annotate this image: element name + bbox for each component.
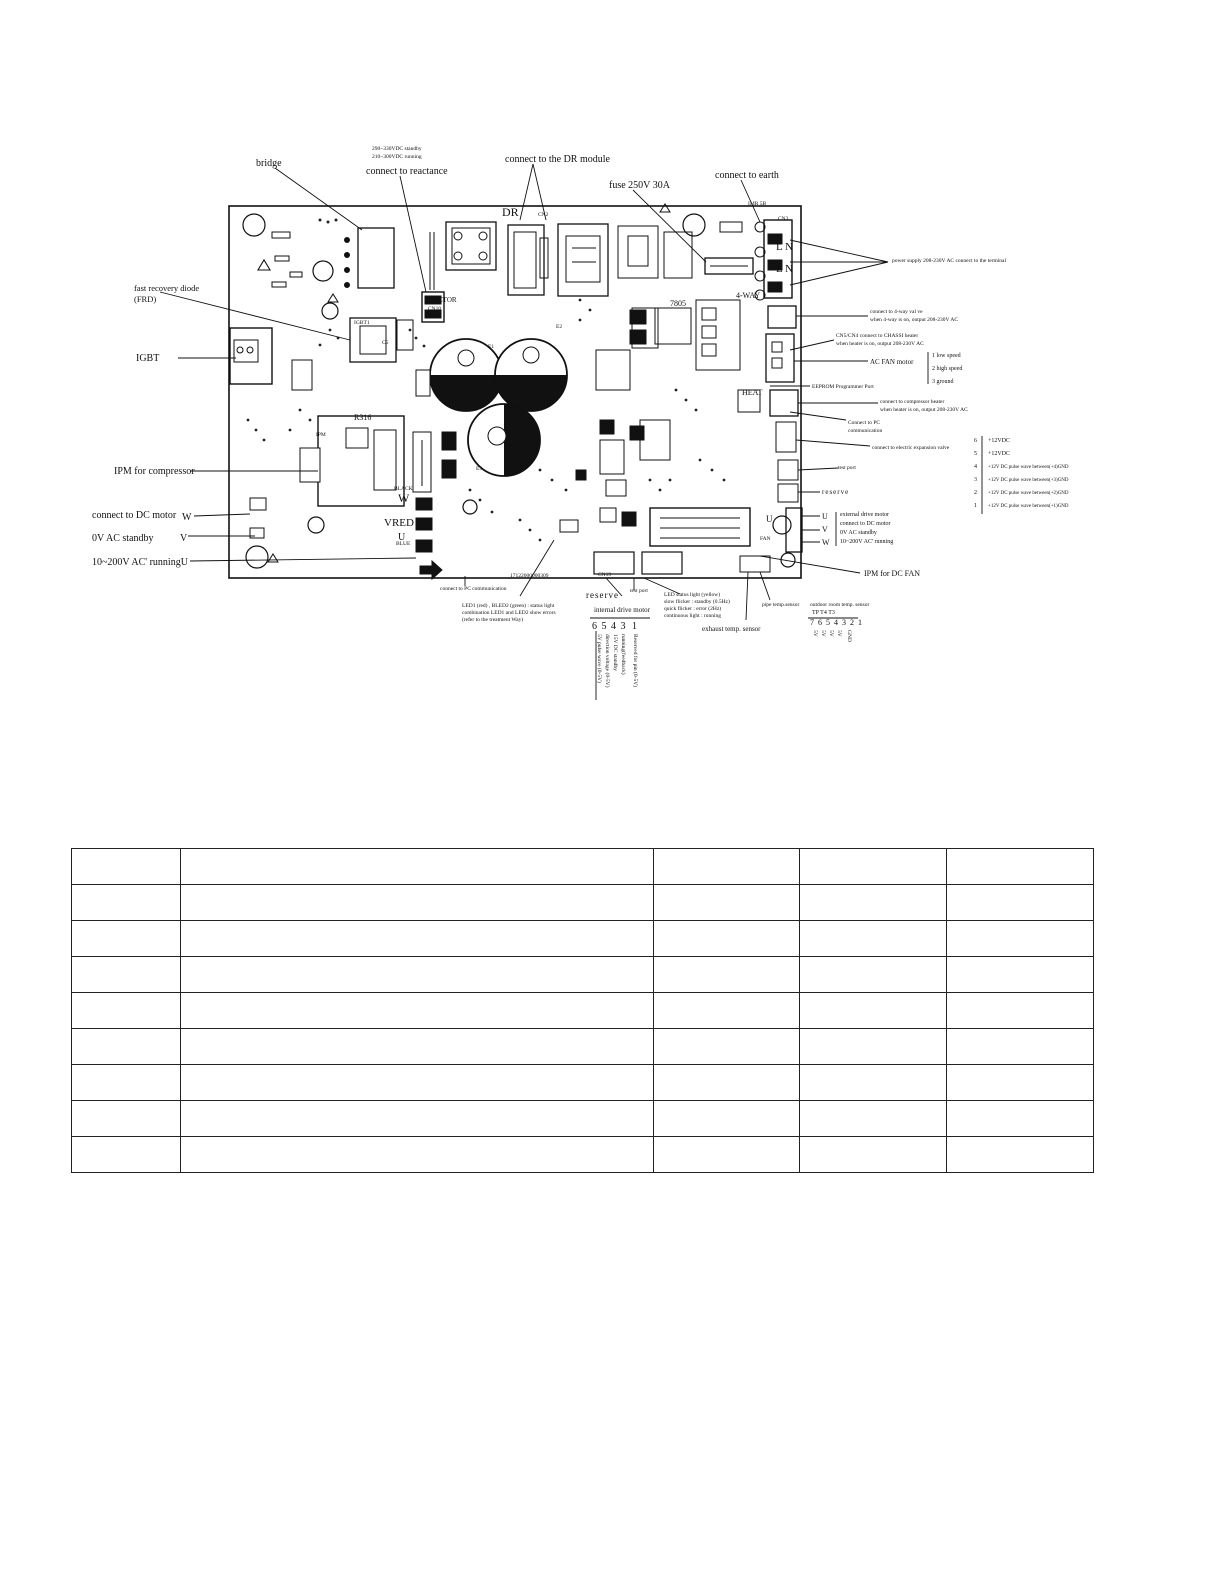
table-cell [72, 849, 181, 885]
table-cell [72, 957, 181, 993]
label-ext-connect-dc: connect to DC motor [840, 521, 891, 527]
table-cell [654, 1029, 800, 1065]
label-bridge: bridge [256, 158, 282, 169]
expansion-pin-5: 5 [974, 451, 977, 457]
expansion-value-6: +12VDC [988, 438, 1011, 444]
pcb-earth-code: IMR 5B [748, 201, 767, 207]
sensor-col-3: 5V [828, 630, 834, 637]
expansion-pin-6: 6 [974, 438, 977, 444]
table-cell [654, 885, 800, 921]
label-fan-speed-3: 3 ground [932, 379, 954, 385]
pcb-reactor: REACTOR [424, 296, 457, 304]
pcb-vred: VRED [384, 517, 414, 529]
table-cell [181, 1029, 654, 1065]
label-internal-pins: 6 5 4 3 [592, 621, 627, 632]
sensor-col-4: 5V [836, 630, 842, 637]
label-power-supply: power supply 208-230V AC connect to the terminal [892, 258, 1007, 264]
sensor-column-labels [812, 630, 852, 642]
table-cell [800, 1065, 947, 1101]
pcb-w: W [398, 491, 410, 505]
table-row [72, 885, 1094, 921]
internal-col-1: 5V pulse wave (0-5V) [596, 634, 602, 683]
pcb-7805: 7805 [670, 299, 686, 308]
label-phase-w-right: W [822, 538, 830, 547]
pcb-heat: HEAT [742, 388, 763, 397]
table-cell [181, 957, 654, 993]
pcb-ipm: IPM [316, 432, 326, 438]
pcb-u: U [398, 532, 406, 543]
pcb-4way: 4-WAY [736, 291, 761, 300]
internal-pin1-note: Reserved for pin (0-5V) [632, 634, 638, 687]
expansion-pin-2: 2 [974, 490, 977, 496]
sensor-col-1: 5V [812, 630, 818, 637]
table-cell [72, 885, 181, 921]
label-led-status-1: LED status light (yellow) [664, 592, 721, 598]
table-cell [181, 849, 654, 885]
sensor-col-2: 5V [820, 630, 826, 637]
internal-motor-column-labels [596, 634, 639, 688]
label-connect-pc-comm: connect to PC communication [440, 586, 507, 592]
table-cell [947, 885, 1094, 921]
label-sensor-pins: 7 6 5 4 3 2 1 [810, 618, 863, 627]
expansion-value-1: +12V DC pulse wave between(+1)GND [988, 504, 1069, 509]
table-cell [181, 993, 654, 1029]
label-led-note-3: (refer to the treatment Way) [462, 617, 524, 623]
pcb-board-code: 17122000000309 [510, 573, 549, 579]
table-cell [800, 1029, 947, 1065]
label-connect-dc-motor: connect to DC motor [92, 510, 177, 521]
table-cell [181, 1101, 654, 1137]
label-heater-1: CN5/CN4 connect to CHASSI heater [836, 333, 919, 339]
pcb-cn19: CN19 [598, 572, 612, 578]
table-row [72, 921, 1094, 957]
expansion-pin-4: 4 [974, 464, 977, 470]
label-frd-1: fast recovery diode [134, 283, 200, 293]
label-ext-ac-running: 10~200V AC' running [840, 539, 894, 545]
table-cell [947, 1101, 1094, 1137]
label-internal-pin-one: 1 [632, 621, 637, 632]
pcb-dr: DR [502, 205, 519, 219]
pcb-wiring-diagram [0, 0, 1224, 760]
label-fuse: fuse 250V 30A [609, 180, 670, 191]
table-row [72, 957, 1094, 993]
label-phase-v: V [180, 533, 188, 544]
label-ac-fan-motor: AC FAN motor [870, 358, 914, 366]
table-cell [800, 1101, 947, 1137]
table-cell [72, 1137, 181, 1173]
table-cell [800, 921, 947, 957]
label-outdoor-sensor: outdoor room temp. sensor [810, 602, 870, 608]
label-led-status-3: quick flicker : error (2Hz) [664, 606, 722, 612]
table-cell [947, 849, 1094, 885]
table-cell [654, 957, 800, 993]
table-cell [72, 1065, 181, 1101]
table-cell [654, 1065, 800, 1101]
label-sensor-codes: TP T4 T3 [812, 610, 835, 616]
label-exhaust-sensor: exhaust temp. sensor [702, 625, 761, 633]
label-led-note-1: LED1 (red) , BLED2 (green) : status light [462, 603, 555, 609]
label-ac-standby: 0V AC standby [92, 533, 154, 544]
label-ext-ac-standby: 0V AC standby [840, 530, 877, 536]
left-labels [92, 283, 199, 568]
label-pipe-sensor: pipe temp.sensor [762, 602, 800, 608]
label-comp-heater-2: when heater is on, output 208-230V AC [880, 407, 968, 413]
pcb-e6: E2 [556, 324, 563, 330]
expansion-value-5: +12VDC [988, 451, 1011, 457]
electrolytic-capacitor-e6 [495, 339, 567, 411]
pcb-cn10: CN10 [428, 306, 442, 312]
label-fan-speed-2: 2 high speed [932, 366, 963, 372]
table-cell [947, 921, 1094, 957]
right-labels [812, 258, 1069, 578]
label-phase-w: W [182, 512, 192, 523]
label-test-port: test port [838, 465, 856, 471]
table-cell [181, 1137, 654, 1173]
label-ipm-dc-fan: IPM for DC FAN [864, 569, 921, 578]
label-led-status-4: continuous light : running [664, 613, 721, 619]
pcb-ln-2: L N [776, 263, 794, 275]
table-cell [654, 849, 800, 885]
table-cell [72, 1029, 181, 1065]
label-phase-u-right: U [822, 512, 828, 521]
label-pc-comm-1: Connect to PC [848, 420, 881, 426]
label-fan-speed-1: 1 low speed [932, 353, 961, 359]
pcb-c5: C5 [382, 340, 389, 346]
table-cell [800, 849, 947, 885]
table-body [72, 849, 1094, 1173]
table-cell [947, 1137, 1094, 1173]
bridge-rectifier [358, 228, 394, 288]
igbt-component [230, 328, 272, 384]
pcb-r316: R316 [354, 413, 372, 422]
internal-col-4: running(feedback) [620, 634, 626, 675]
expansion-pin-1: 1 [974, 503, 977, 509]
table-cell [947, 993, 1094, 1029]
label-bottom-test-port: test port [630, 588, 648, 594]
table-cell [654, 921, 800, 957]
label-bottom-reserve: reserve [586, 590, 619, 600]
sensor-col-5: GND [846, 630, 852, 642]
table-cell [72, 921, 181, 957]
bottom-labels [440, 586, 869, 688]
table-cell [654, 993, 800, 1029]
label-connect-reactance: connect to reactance [366, 166, 448, 177]
label-igbt: IGBT [136, 353, 160, 364]
expansion-pin-3: 3 [974, 477, 977, 483]
pcb-e3: E3 [476, 466, 483, 472]
label-connect-dr: connect to the DR module [505, 154, 610, 165]
label-frd-2: (FRD) [134, 294, 157, 304]
table-cell [947, 1065, 1094, 1101]
pcb-ln-1: L N [776, 241, 794, 253]
table-row [72, 993, 1094, 1029]
pcb-e5: E1 [488, 344, 495, 350]
label-led-status-2: slow flicker : standby (0.5Hz) [664, 599, 730, 605]
internal-col-2: direction voltage (0-5V) [604, 634, 610, 688]
pcb-s: S [776, 283, 783, 295]
table-cell [654, 1137, 800, 1173]
table-cell [654, 1101, 800, 1137]
label-ac-running: 10~200V AC' runningU [92, 557, 188, 568]
label-phase-v-right: V [822, 525, 828, 534]
pcb-cn2: CN2 [538, 212, 549, 218]
pcb-blue: BLUE [396, 541, 411, 547]
expansion-value-4: +12V DC pulse wave between(+4)GND [988, 465, 1069, 470]
top-labels [256, 146, 779, 191]
label-eeprom: EEPROM Programmer Port [812, 384, 874, 390]
table-cell [800, 1137, 947, 1173]
label-led-note-2: combination LED1 and LED2 show errors [462, 610, 556, 616]
table-row [72, 1029, 1094, 1065]
table-row [72, 1137, 1094, 1173]
table-cell [800, 885, 947, 921]
pcb-cn3: CN3 [778, 216, 789, 222]
internal-col-3: 15V DC standby [612, 634, 618, 671]
label-four-way-2: when 4-way is on, output 208-230V AC [870, 317, 959, 323]
table-cell [181, 885, 654, 921]
pcb-igbt1: IGBT1 [354, 320, 370, 326]
table-cell [72, 993, 181, 1029]
table-row [72, 849, 1094, 885]
label-heater-2: when heater is on, output 208-230V AC [836, 341, 924, 347]
expansion-value-2: +12V DC pulse wave between(+2)GND [988, 491, 1069, 496]
label-pc-comm-2: communication [848, 428, 883, 434]
label-expansion-valve: connect to electric expansion valve [872, 445, 950, 451]
table-cell [947, 957, 1094, 993]
expansion-valve-pinout [974, 438, 1069, 509]
table-cell [181, 1065, 654, 1101]
expansion-value-3: +12V DC pulse wave between(+3)GND [988, 478, 1069, 483]
label-dc-running: 210~300VDC running [372, 154, 422, 160]
pcb-u-ext: U [766, 514, 773, 524]
label-dc-standby: 290~330VDC standby [372, 146, 422, 152]
label-ipm-compressor: IPM for compressor [114, 466, 195, 477]
table-cell [800, 957, 947, 993]
label-internal-drive-motor: internal drive motor [594, 606, 650, 614]
label-comp-heater-1: connect to compressor heater [880, 399, 945, 405]
label-ext-drive-motor: external drive motor [840, 512, 889, 518]
table-cell [947, 1029, 1094, 1065]
label-connect-earth: connect to earth [715, 170, 779, 181]
table-row [72, 1101, 1094, 1137]
table-cell [181, 921, 654, 957]
pcb-black: BLACK [394, 486, 413, 492]
table-row [72, 1065, 1094, 1101]
pcb-fan: FAN [760, 536, 771, 542]
label-reserve: reserve [822, 488, 850, 496]
table-cell [800, 993, 947, 1029]
label-four-way-1: connect to 4-way val ve [870, 309, 923, 315]
blank-table [71, 848, 1094, 1173]
table-cell [72, 1101, 181, 1137]
